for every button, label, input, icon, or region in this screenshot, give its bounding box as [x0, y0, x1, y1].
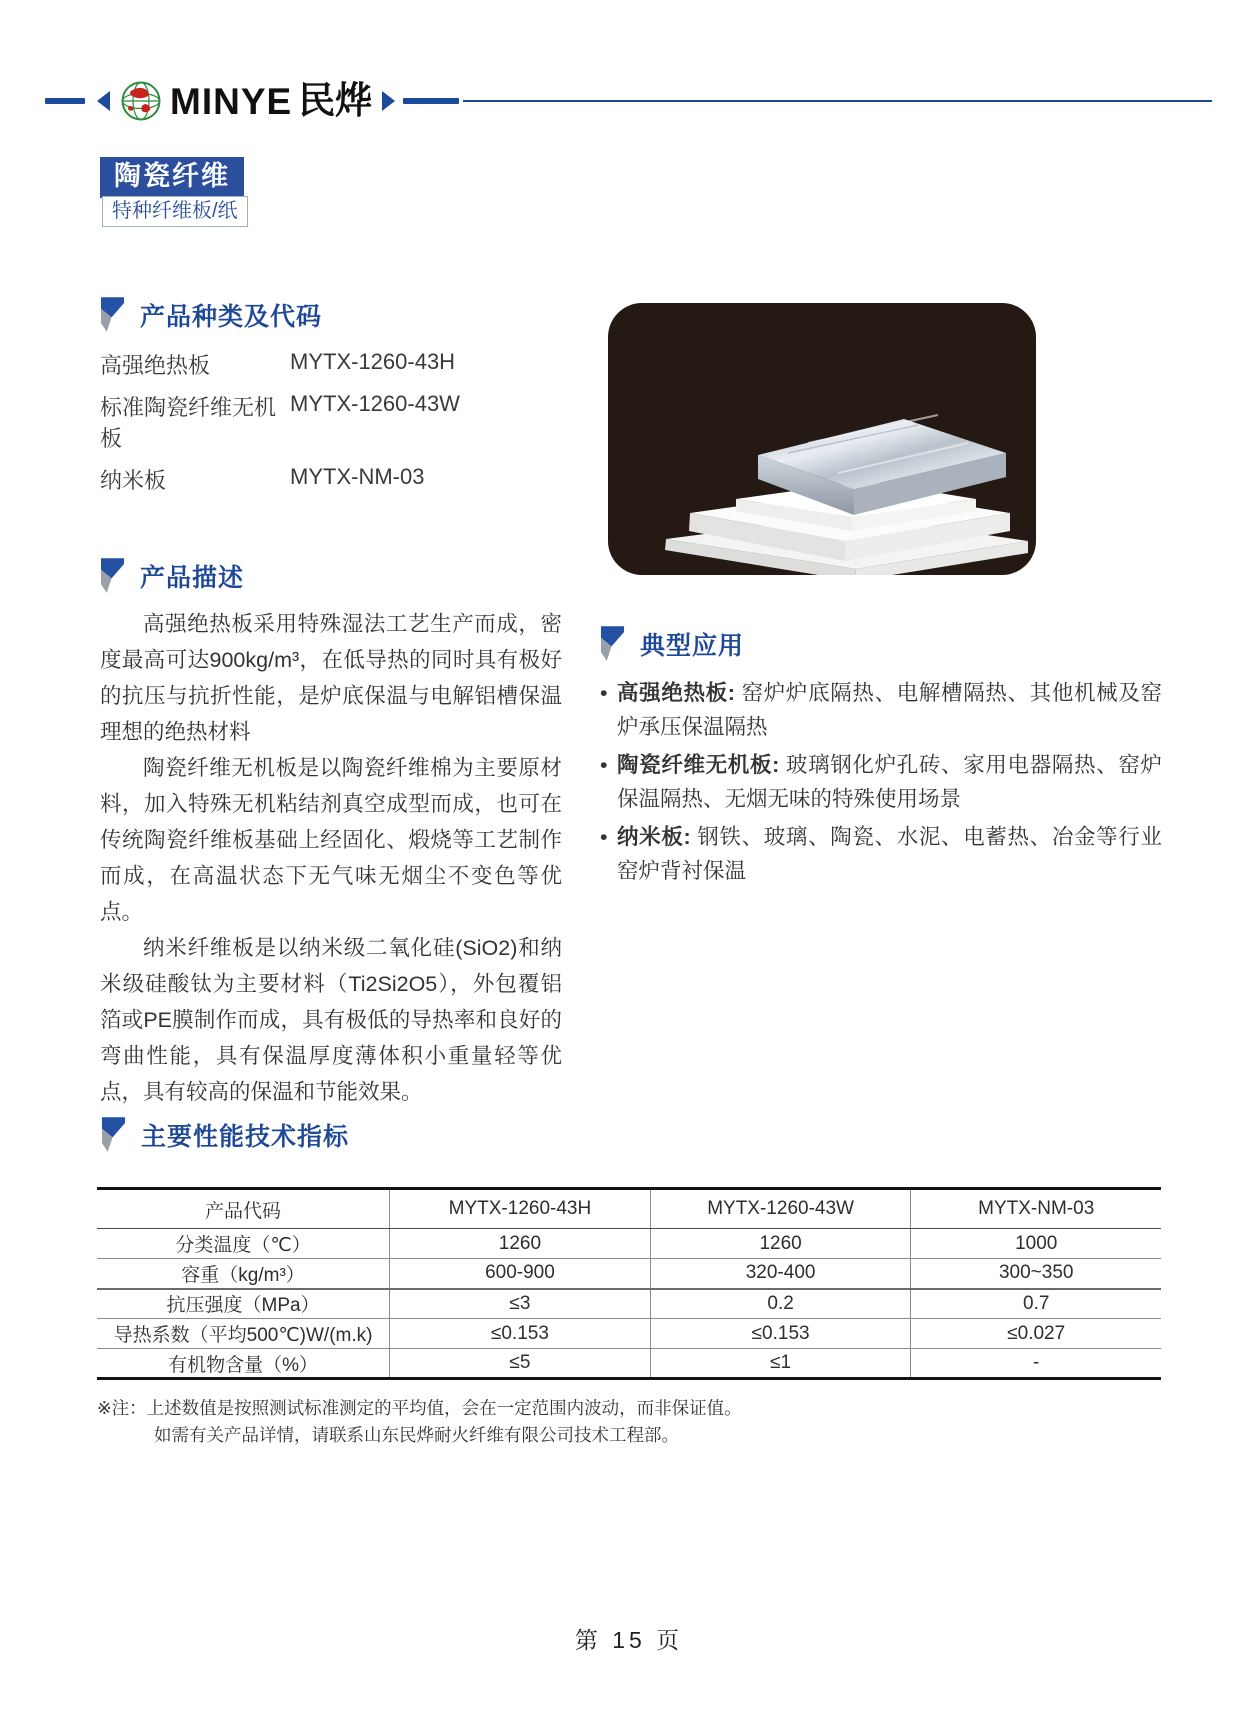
bullet-icon: •: [600, 753, 608, 777]
list-item: [600, 820, 1162, 888]
description-paragraph: 陶瓷纤维无机板是以陶瓷纤维棉为主要原材料，加入特殊无机粘结剂真空成型而成，也可在传统陶瓷纤维板基础上经固化、煅烧等工艺制作而成，在高温状态下无气味无烟尘不变色等优点。: [100, 756, 562, 924]
application-label: 陶瓷纤维无机板:: [617, 753, 780, 777]
table-cell: 300~350: [911, 1259, 1161, 1289]
section-marker-icon: [100, 296, 125, 333]
table-cell: ≤3: [390, 1289, 651, 1319]
table-header-cell: MYTX-NM-03: [911, 1189, 1161, 1229]
section-title: 典型应用: [640, 631, 745, 660]
section-title: 产品种类及代码: [140, 302, 323, 331]
section-marker-icon: [100, 557, 125, 594]
table-cell: ≤0.027: [911, 1319, 1161, 1349]
triangle-right-icon: [382, 91, 395, 111]
list-item: [100, 349, 562, 380]
specs-table: [97, 1187, 1161, 1380]
right-column: [600, 303, 1162, 892]
applications-list: [600, 676, 1162, 888]
table-cell: 导热系数（平均500℃)W/(m.k): [97, 1319, 390, 1349]
list-item: [100, 464, 562, 495]
table-row: [97, 1289, 1161, 1319]
list-item: [600, 748, 1162, 816]
table-header-cell: MYTX-1260-43W: [650, 1189, 911, 1229]
table-cell: ≤5: [390, 1349, 651, 1379]
header-rule-line: [463, 100, 1212, 102]
note-line: 如需有关产品详情，请联系山东民烨耐火纤维有限公司技术工程部。: [154, 1425, 679, 1445]
table-cell: 容重（kg/m³）: [97, 1259, 390, 1289]
table-cell: ≤0.153: [390, 1319, 651, 1349]
note-line: ※注：上述数值是按照测试标准测定的平均值，会在一定范围内波动，而非保证值。: [97, 1398, 742, 1418]
table-cell: 0.2: [650, 1289, 911, 1319]
section-applications: [600, 625, 1162, 662]
table-note: [97, 1395, 1161, 1449]
list-item: [600, 676, 1162, 744]
table-cell: ≤1: [650, 1349, 911, 1379]
left-column: [100, 296, 562, 1110]
table-cell: 320-400: [650, 1259, 911, 1289]
brand-name-latin: MINYE: [170, 80, 293, 122]
header-dash-left: [45, 98, 85, 104]
table-cell: 1260: [390, 1229, 651, 1259]
product-name: 标准陶瓷纤维无机板: [100, 395, 277, 451]
section-marker-icon: [101, 1116, 126, 1153]
category-badge: 陶瓷纤维: [100, 157, 244, 198]
subcategory-badge: 特种纤维板/纸: [102, 196, 248, 227]
table-cell: 有机物含量（%）: [168, 1354, 318, 1376]
table-cell: -: [911, 1349, 1161, 1379]
table-cell: 分类温度（℃）: [97, 1229, 390, 1259]
application-label: 纳米板:: [617, 825, 691, 849]
triangle-left-icon: [97, 91, 110, 111]
table-cell: 0.7: [911, 1289, 1161, 1319]
specs-section: [97, 1116, 1161, 1449]
application-label: 高强绝热板:: [617, 681, 735, 705]
table-header-cell: MYTX-1260-43H: [390, 1189, 651, 1229]
product-name: 高强绝热板: [100, 353, 211, 378]
section-marker-icon: [600, 625, 625, 662]
product-name: 纳米板: [100, 468, 167, 493]
table-cell: ≤0.153: [650, 1319, 911, 1349]
table-header-cell: 产品代码: [97, 1189, 390, 1229]
section-product-types: [100, 296, 562, 333]
product-code: MYTX-NM-03: [290, 464, 425, 489]
table-header-row: [97, 1189, 1161, 1229]
application-text: 窑炉炉底隔热、电解槽隔热、其他机械及窑炉承压保温隔热: [617, 681, 1162, 739]
table-cell: 1260: [650, 1229, 911, 1259]
list-item: [100, 391, 562, 453]
section-title: 产品描述: [140, 563, 245, 592]
bullet-icon: •: [600, 825, 608, 849]
table-row: [97, 1319, 1161, 1349]
table-cell: 抗压强度（MPa）: [97, 1289, 390, 1319]
description-paragraph: 高强绝热板采用特殊湿法工艺生产而成，密度最高可达900kg/m³，在低导热的同时具有极好的抗压与抗折性能，是炉底保温与电解铝槽保温理想的绝热材料: [100, 612, 562, 744]
section-title: 主要性能技术指标: [141, 1122, 350, 1151]
product-code: MYTX-1260-43H: [290, 349, 456, 374]
header-dash-right: [403, 98, 459, 104]
application-text: 玻璃钢化炉孔砖、家用电器隔热、窑炉保温隔热、无烟无味的特殊使用场景: [617, 753, 1162, 811]
description-paragraph: 纳米纤维板是以纳米级二氧化硅(SiO2)和纳米级硅酸钛为主要材料（Ti2Si2O5），外包覆铝箔或PE膜制作而成，具有极低的导热率和良好的弯曲性能，具有保温厚度薄体积小重量轻等优点，具有较高的保温和节能效果。: [100, 936, 562, 1104]
brand-name-cjk: 民烨: [298, 80, 373, 122]
page-number: 第 15 页: [574, 1627, 684, 1653]
table-row: [97, 1259, 1161, 1289]
table-cell: 600-900: [390, 1259, 651, 1289]
product-type-list: [100, 349, 562, 495]
table-cell: 1000: [911, 1229, 1161, 1259]
description-text: [100, 606, 562, 1110]
section-specs-header: [101, 1116, 1161, 1153]
globe-logo-icon: [120, 80, 162, 122]
bullet-icon: •: [600, 681, 608, 705]
product-code: MYTX-1260-43W: [290, 391, 460, 416]
application-text: 钢铁、玻璃、陶瓷、水泥、电蓄热、冶金等行业窑炉背衬保温: [617, 825, 1162, 883]
page-header: [45, 78, 1212, 124]
product-photo: [608, 303, 1036, 575]
table-row: [97, 1349, 1161, 1379]
section-description: [100, 557, 562, 594]
table-row: [97, 1229, 1161, 1259]
